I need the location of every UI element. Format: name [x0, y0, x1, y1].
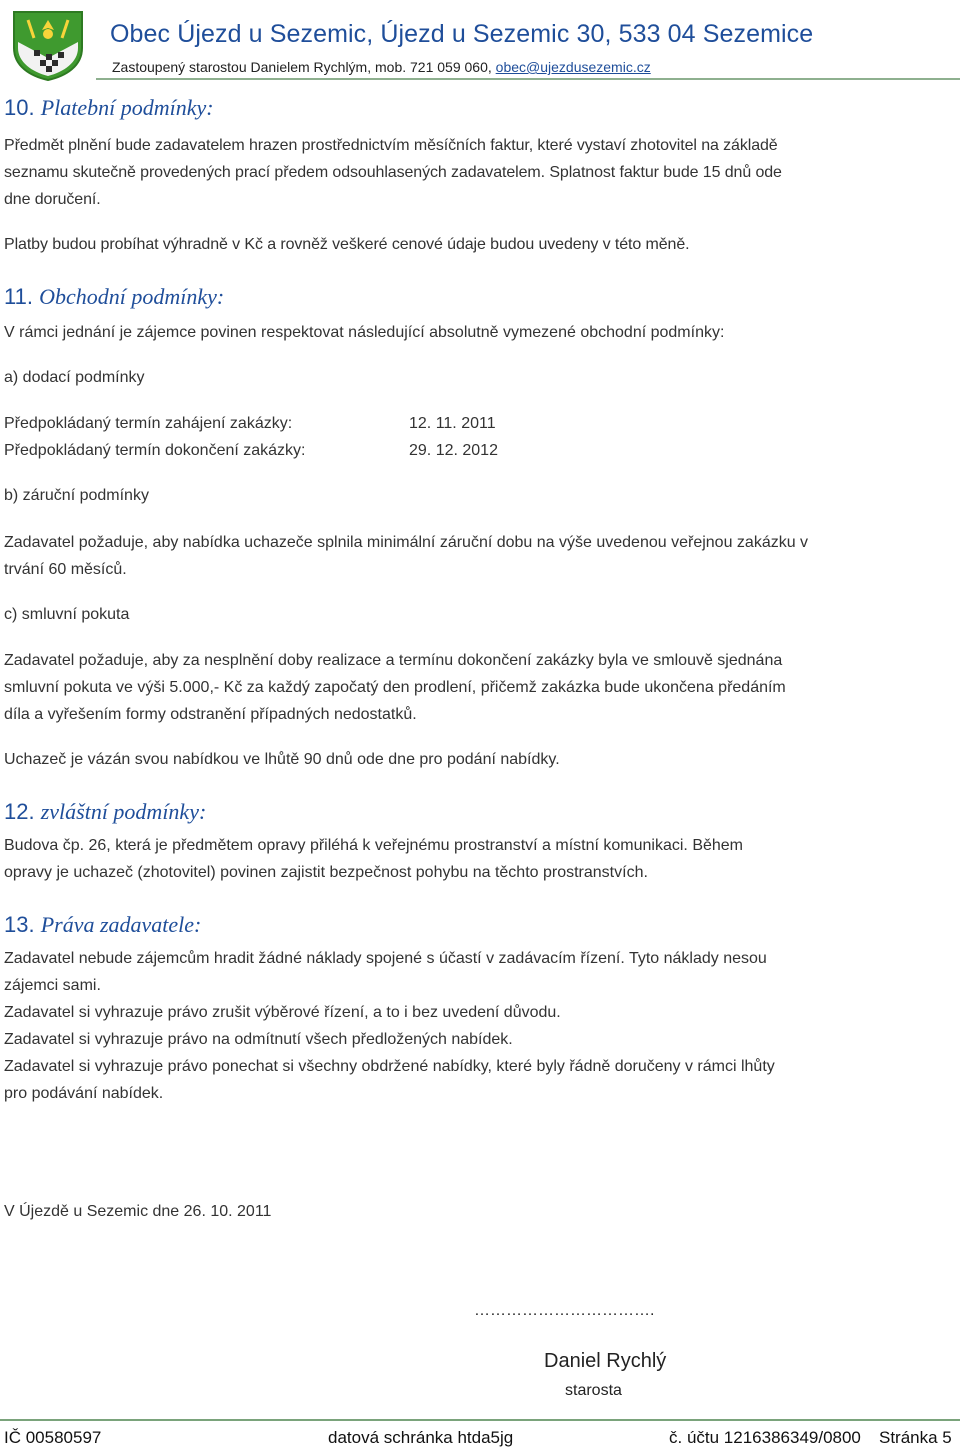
section-10-paragraph-line-2: seznamu skutečně provedených prací předem odsouhlasených zadavatelem. Splatnost faktur bude 15 dnů ode	[4, 164, 782, 181]
section-11-number: 11.	[4, 284, 40, 309]
section-11-heading	[4, 284, 224, 310]
end-date-value: 29. 12. 2012	[409, 442, 498, 459]
penalty-text-line-2: smluvní pokuta ve výši 5.000,- Kč za každý započatý den prodlení, přičemž zakázka bude ukončena předáním	[4, 679, 786, 696]
signatory-role: starosta	[565, 1382, 622, 1399]
section-10-number: 10.	[4, 95, 41, 120]
warranty-text-line-2: trvání 60 měsíců.	[4, 561, 127, 578]
signatory-name: Daniel Rychlý	[544, 1350, 667, 1372]
section-12-number: 12.	[4, 799, 41, 824]
section-10-payment-currency: Platby budou probíhat výhradně v Kč a rovněž veškeré cenové údaje budou uvedeny v této měně.	[4, 236, 690, 253]
header-divider	[96, 78, 960, 80]
municipal-coat-of-arms-icon	[8, 8, 88, 82]
start-date-label: Předpokládaný termín zahájení zakázky:	[4, 415, 293, 432]
section-13-line-1: Zadavatel nebude zájemcům hradit žádné náklady spojené s účastí v zadávacím řízení. Tyto náklady nesou	[4, 950, 767, 967]
section-10-heading	[4, 95, 214, 121]
penalty-label: c) smluvní pokuta	[4, 606, 130, 623]
penalty-text-line-3: díla a vyřešením formy odstranění případných nedostatků.	[4, 706, 417, 723]
warranty-conditions-label: b) záruční podmínky	[4, 487, 149, 504]
footer-divider	[0, 1419, 960, 1421]
email-link[interactable]: obec@ujezdusezemic.cz	[495, 59, 651, 75]
section-10-paragraph-line-1: Předmět plnění bude zadavatelem hrazen prostřednictvím měsíčních faktur, které vystaví zhotovitel na základě	[4, 137, 778, 154]
section-10-title: Platební podmínky:	[40, 95, 214, 120]
section-12-line-1: Budova čp. 26, která je předmětem opravy přiléhá k veřejnému prostranství a místní komunikaci. Během	[4, 837, 744, 854]
section-13-line-4: Zadavatel si vyhrazuje právo na odmítnutí všech předložených nabídek.	[4, 1031, 513, 1048]
warranty-text-line-1: Zadavatel požaduje, aby nabídka uchazeče splnila minimální záruční dobu na výše uvedenou veřejnou zakázku v	[4, 534, 809, 551]
footer-ic: IČ 00580597	[4, 1428, 102, 1447]
header-representative: Zastoupený starostou Danielem Rychlým, mob. 721 059 060,	[112, 59, 496, 75]
header-subtitle	[112, 59, 651, 75]
start-date-value: 12. 11. 2011	[409, 415, 496, 432]
section-11-title: Obchodní podmínky:	[39, 284, 225, 309]
section-13-line-6: pro podávání nabídek.	[4, 1085, 164, 1102]
section-13-line-5: Zadavatel si vyhrazuje právo ponechat si všechny obdržené nabídky, které byly řádně doručeny v rámci lhůty	[4, 1058, 775, 1075]
section-11-intro: V rámci jednání je zájemce povinen respektovat následující absolutně vymezené obchodní podmínky:	[4, 324, 725, 341]
section-12-line-2: opravy je uchazeč (zhotovitel) povinen zajistit bezpečnost pohybu na těchto prostranstvích.	[4, 864, 648, 881]
section-13-line-3: Zadavatel si vyhrazuje právo zrušit výběrové řízení, a to i bez uvedení důvodu.	[4, 1004, 561, 1021]
signature-line: …………………………….	[474, 1302, 655, 1319]
penalty-text-line-1: Zadavatel požaduje, aby za nesplnění doby realizace a termínu dokončení zakázky byla ve smlouvě sjednána	[4, 652, 783, 669]
section-12-heading	[4, 799, 206, 825]
section-10-paragraph-line-3: dne doručení.	[4, 191, 101, 208]
delivery-conditions-label: a) dodací podmínky	[4, 369, 145, 386]
footer-databox: datová schránka htda5jg	[328, 1428, 514, 1447]
footer-page-number: Stránka 5	[879, 1428, 952, 1447]
section-13-number: 13.	[4, 912, 41, 937]
section-13-title: Práva zadavatele:	[40, 912, 202, 937]
bid-validity-text: Uchazeč je vázán svou nabídkou ve lhůtě 90 dnů ode dne pro podání nabídky.	[4, 751, 560, 768]
section-13-line-2: zájemci sami.	[4, 977, 101, 994]
header-title: Obec Újezd u Sezemic, Újezd u Sezemic 30, 533 04 Sezemice	[110, 20, 814, 48]
section-12-title: zvláštní podmínky:	[40, 799, 207, 824]
place-date: V Újezdě u Sezemic dne 26. 10. 2011	[4, 1203, 272, 1220]
end-date-label: Předpokládaný termín dokončení zakázky:	[4, 442, 306, 459]
section-13-heading	[4, 912, 201, 938]
footer-account: č. účtu 1216386349/0800	[669, 1428, 861, 1447]
